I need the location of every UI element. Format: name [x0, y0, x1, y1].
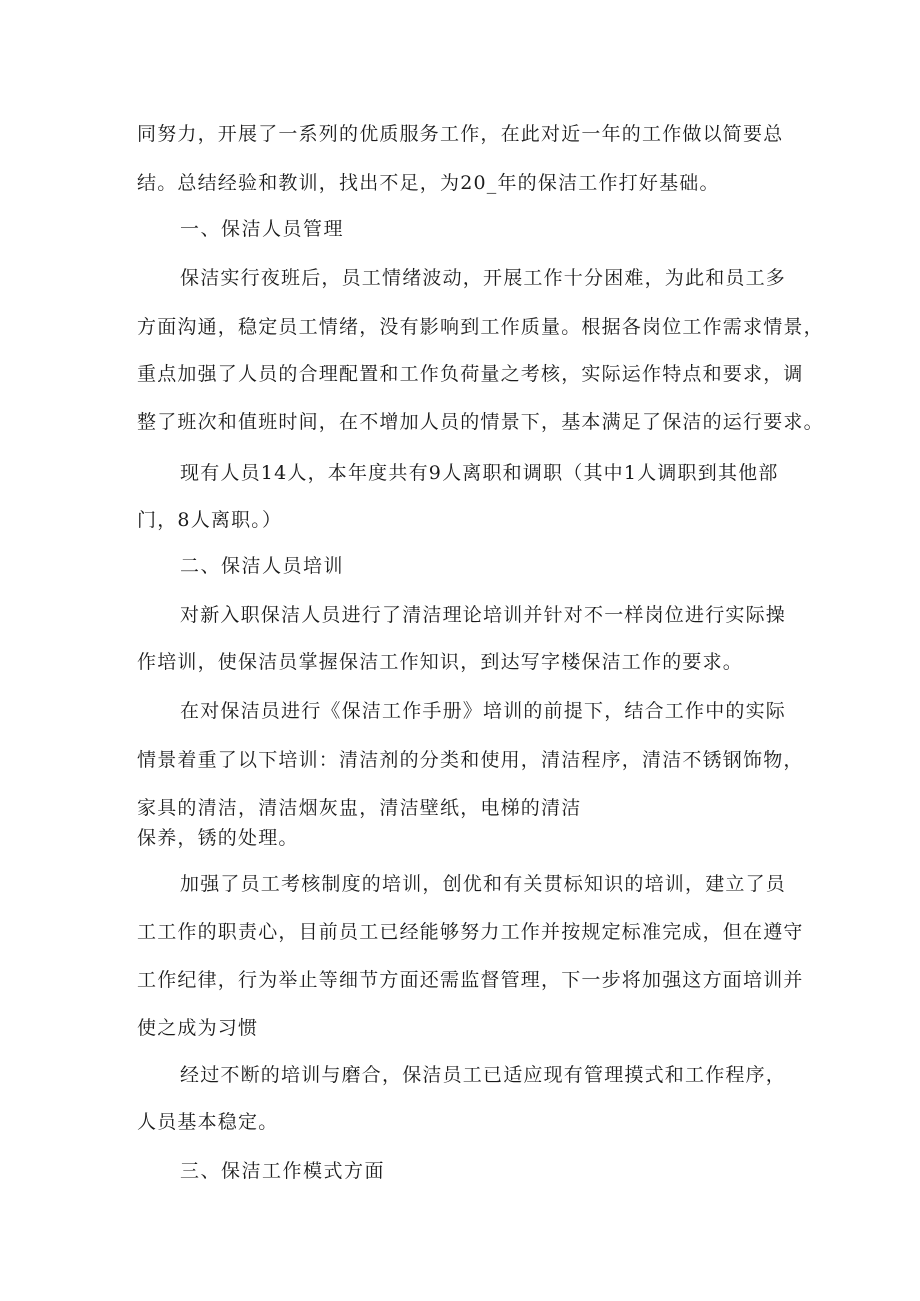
paragraph-line: 保养，锈的处理。 — [137, 827, 299, 849]
paragraph-line: 经过不断的培训与磨合，保洁员工已适应现有管理摸式和工作程序， — [180, 1064, 787, 1086]
paragraph-line: 整了班次和值班时间，在不增加人员的情景下，基本满足了保洁的运行要求。 — [137, 411, 824, 433]
paragraph-line: 方面沟通，稳定员工情绪，没有影响到工作质量。根据各岗位工作需求情景， — [137, 316, 824, 338]
paragraph-line: 同努力，开展了一系列的优质服务工作，在此对近一年的工作做以简要总 — [137, 123, 784, 145]
paragraph-line: 家具的清洁，清洁烟灰盅，清洁壁纸，电梯的清洁 — [137, 797, 582, 819]
section-heading-2: 二、保洁人员培训 — [180, 555, 345, 577]
paragraph-line: 结。总结经验和教训，找出不足，为20_年的保洁工作打好基础。 — [137, 172, 720, 194]
paragraph-line: 在对保洁员进行《保洁工作手册》培训的前提下，结合工作中的实际 — [180, 700, 787, 722]
paragraph-line: 对新入职保洁人员进行了清洁理论培训并针对不一样岗位进行实际操 — [180, 604, 787, 626]
paragraph-line: 人员基本稳定。 — [137, 1111, 279, 1133]
paragraph-line: 工作纪律，行为举止等细节方面还需监督管理，下一步将加强这方面培训并 — [137, 969, 804, 991]
section-heading-3: 三、保洁工作模式方面 — [180, 1160, 386, 1182]
paragraph-line: 重点加强了人员的合理配置和工作负荷量之考核，实际运作特点和要求，调 — [137, 363, 804, 385]
paragraph-line: 保洁实行夜班后，员工情绪波动，开展工作十分困难，为此和员工多 — [180, 267, 787, 289]
paragraph-line: 使之成为习惯 — [137, 1017, 259, 1039]
section-heading-1: 一、保洁人员管理 — [180, 218, 345, 240]
paragraph-line: 作培训，使保洁员掌握保洁工作知识，到达写字楼保洁工作的要求。 — [137, 651, 744, 673]
paragraph-line: 门，8人离职。） — [137, 509, 283, 531]
paragraph-line: 情景着重了以下培训：清洁剂的分类和使用，清洁程序，清洁不锈钢饰物， — [137, 749, 804, 771]
paragraph-line: 加强了员工考核制度的培训，创优和有关贯标知识的培训，建立了员 — [180, 873, 787, 895]
paragraph-line: 工工作的职责心，目前员工已经能够努力工作并按规定标准完成，但在遵守 — [137, 921, 804, 943]
paragraph-line: 现有人员14人，本年度共有9人离职和调职（其中1人调职到其他部 — [180, 462, 779, 484]
